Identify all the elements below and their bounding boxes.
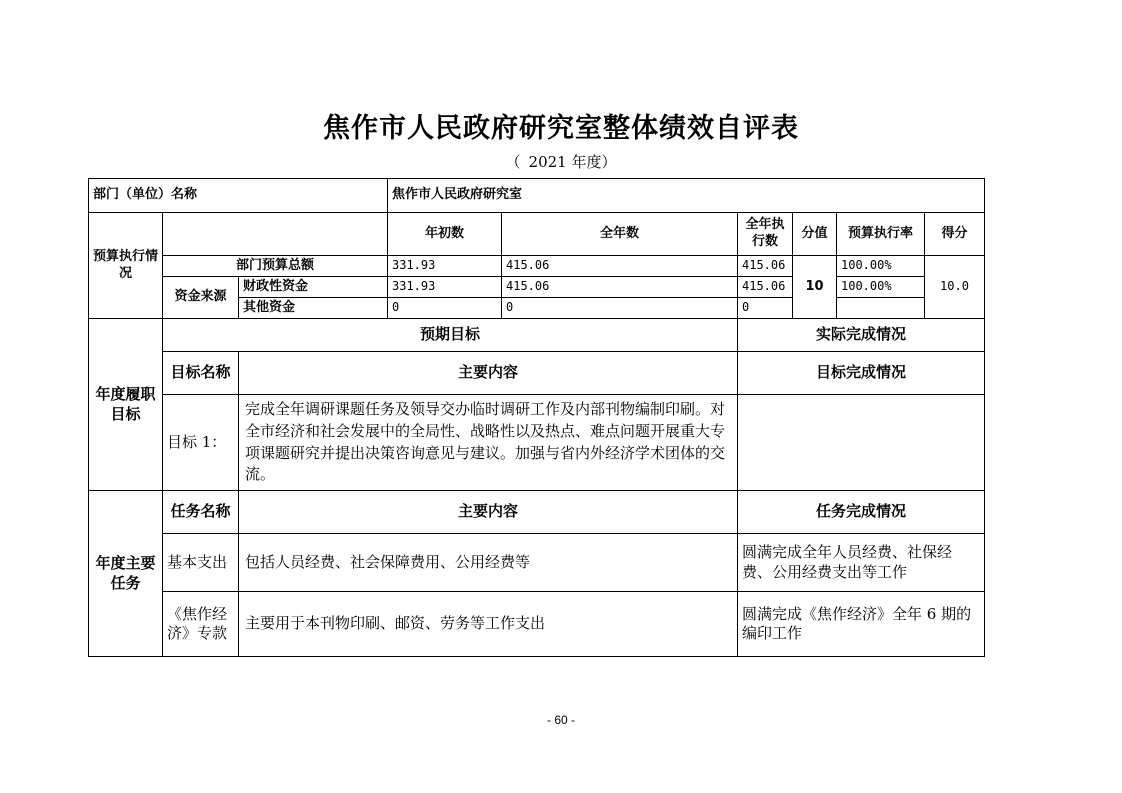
task-name: 基本支出 [163, 534, 239, 592]
budget-other-exec: 0 [738, 298, 793, 319]
budget-header-rate: 预算执行率 [837, 213, 925, 256]
goals-content-header: 主要内容 [239, 352, 738, 395]
goal-status [738, 395, 985, 491]
budget-other-start: 0 [388, 298, 502, 319]
budget-header-score-value: 分值 [793, 213, 837, 256]
task-row [89, 534, 985, 592]
budget-header-blank [163, 213, 388, 256]
dept-label: 部门（单位）名称 [89, 179, 388, 213]
budget-fiscal-full: 415.06 [502, 277, 738, 298]
budget-fiscal-start: 331.93 [388, 277, 502, 298]
budget-total-start: 331.93 [388, 256, 502, 277]
page-number: - 60 - [546, 713, 575, 727]
goals-status-header: 目标完成情况 [738, 352, 985, 395]
tasks-section-label: 年度主要任务 [89, 491, 163, 657]
subtitle-year: 2021 年度） [528, 153, 617, 171]
goals-actual-header: 实际完成情况 [738, 319, 985, 352]
goal-row [89, 395, 985, 491]
task-name: 《焦作经济》专款 [163, 592, 239, 657]
goal-content: 完成全年调研课题任务及领导交办临时调研工作及内部刊物编制印刷。对全市经济和社会发展中的全局性、战略性以及热点、难点问题开展重大专项课题研究并提出决策咨询意见与建议。加强与省内外经济学术团体的交流。 [239, 395, 738, 491]
budget-total-rate: 100.00% [837, 256, 925, 277]
page-title: 焦作市人民政府研究室整体绩效自评表 [323, 113, 799, 144]
task-content: 主要用于本刊物印刷、邮资、劳务等工作支出 [239, 592, 738, 657]
goals-colheader-row [89, 352, 985, 395]
task-status: 圆满完成《焦作经济》全年 6 期的编印工作 [738, 592, 985, 657]
budget-section-label: 预算执行情况 [89, 213, 163, 319]
budget-total-full: 415.06 [502, 256, 738, 277]
budget-header-score: 得分 [925, 213, 985, 256]
budget-fiscal-row [89, 277, 985, 298]
evaluation-table [88, 178, 985, 657]
dept-value: 焦作市人民政府研究室 [388, 179, 985, 213]
page-subtitle [0, 151, 1122, 172]
budget-fiscal-rate: 100.00% [837, 277, 925, 298]
goals-header-row [89, 319, 985, 352]
tasks-content-header: 主要内容 [239, 491, 738, 534]
budget-other-full: 0 [502, 298, 738, 319]
goals-name-header: 目标名称 [163, 352, 239, 395]
task-status: 圆满完成全年人员经费、社保经费、公用经费支出等工作 [738, 534, 985, 592]
goals-expected-header: 预期目标 [163, 319, 738, 352]
budget-score: 10.0 [925, 256, 985, 319]
budget-fiscal-label: 财政性资金 [239, 277, 388, 298]
tasks-status-header: 任务完成情况 [738, 491, 985, 534]
budget-score-value: 10 [793, 256, 837, 319]
budget-header-exec: 全年执行数 [738, 213, 793, 256]
budget-source-label: 资金来源 [163, 277, 239, 319]
budget-header-row [89, 213, 985, 256]
task-content: 包括人员经费、社会保障费用、公用经费等 [239, 534, 738, 592]
budget-other-label: 其他资金 [239, 298, 388, 319]
goals-section-label: 年度履职目标 [89, 319, 163, 491]
budget-header-full: 全年数 [502, 213, 738, 256]
tasks-name-header: 任务名称 [163, 491, 239, 534]
budget-total-row [89, 256, 985, 277]
dept-row [89, 179, 985, 213]
budget-total-label: 部门预算总额 [163, 256, 388, 277]
budget-total-exec: 415.06 [738, 256, 793, 277]
task-row [89, 592, 985, 657]
budget-fiscal-exec: 415.06 [738, 277, 793, 298]
tasks-colheader-row [89, 491, 985, 534]
subtitle-open: （ [505, 153, 521, 171]
budget-other-rate [837, 298, 925, 319]
budget-header-start: 年初数 [388, 213, 502, 256]
goal-name: 目标 1： [163, 395, 239, 491]
